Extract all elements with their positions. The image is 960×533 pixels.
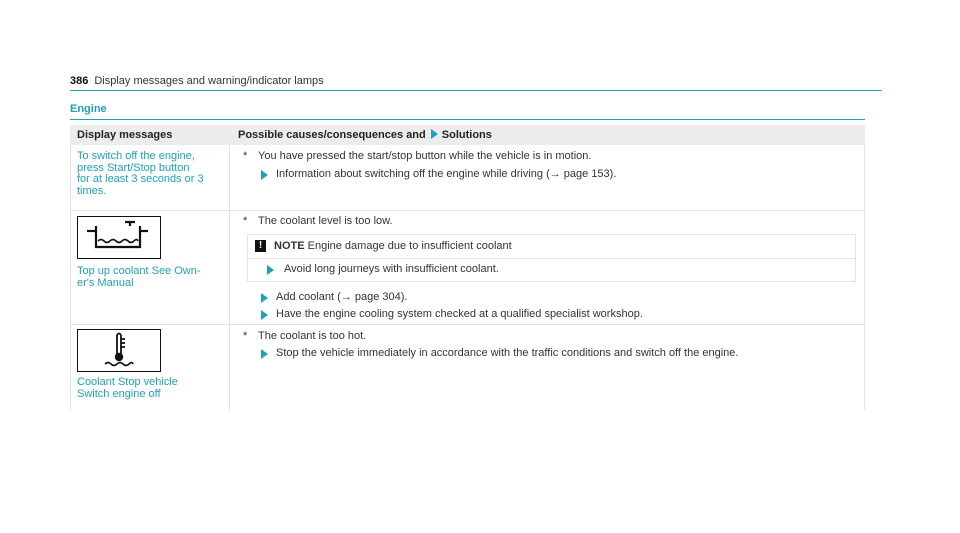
- display-message: [77, 266, 201, 289]
- solution-text: [276, 291, 407, 304]
- solution-arrow-icon: [261, 349, 268, 359]
- solution-arrow-icon: [261, 310, 268, 320]
- message-line: Top up coolant See Own-: [77, 265, 201, 277]
- solution-text: Have the engine cooling system checked at a qualified specialist workshop.: [276, 308, 643, 320]
- message-line: er's Manual: [77, 276, 134, 289]
- note-label: NOTE: [274, 240, 305, 252]
- table-column-divider: [229, 145, 230, 410]
- table-header: [70, 125, 865, 145]
- table-right-border: [864, 145, 865, 410]
- note-text: [274, 240, 512, 253]
- cause-text: The coolant is too hot.: [258, 330, 367, 342]
- message-line: times.: [77, 184, 107, 197]
- note-box: [247, 234, 856, 282]
- display-message: [77, 151, 204, 197]
- col-header-messages: Display messages: [77, 129, 173, 141]
- header-rule: [70, 90, 882, 91]
- page-header: [70, 75, 324, 87]
- page-header-title: Display messages and warning/indicator lamps: [94, 75, 324, 87]
- bullet-star: *: [243, 150, 248, 162]
- solution-text-main: Add coolant (: [276, 291, 341, 303]
- row-divider: [70, 210, 865, 211]
- page-number: 386: [70, 75, 89, 87]
- display-message: [77, 377, 178, 400]
- solution-text: Stop the vehicle immediately in accordance with the traffic conditions and switch off the engine.: [276, 347, 739, 359]
- solution-text-main: Information about switching off the engine while driving (: [276, 168, 550, 180]
- cause-text: You have pressed the start/stop button while the vehicle is in motion.: [258, 150, 592, 162]
- solution-arrow-icon: [261, 293, 268, 303]
- col-header-causes: [238, 129, 492, 141]
- bullet-star: *: [243, 330, 248, 342]
- coolant-temperature-icon: [77, 329, 161, 372]
- section-title: Engine: [70, 103, 107, 115]
- page-reference-link[interactable]: → page 304).: [340, 291, 408, 303]
- solution-text: [276, 168, 616, 181]
- solution-arrow-icon: [267, 265, 274, 275]
- note-header: [248, 235, 855, 259]
- message-line: press Start/Stop button: [77, 161, 190, 174]
- note-message: Engine damage due to insufficient coolant: [307, 240, 512, 252]
- coolant-level-icon: [77, 216, 161, 259]
- row-divider: [70, 324, 865, 325]
- warning-icon: !: [255, 240, 266, 252]
- message-line: Coolant Stop vehicle: [77, 376, 178, 388]
- message-line: for at least 3 seconds or 3: [77, 173, 204, 185]
- message-line: To switch off the engine,: [77, 150, 195, 162]
- col-header-solutions-text: Solutions: [441, 129, 492, 141]
- section-rule: [70, 119, 865, 120]
- solution-arrow-icon: [261, 170, 268, 180]
- solution-arrow-icon: [431, 129, 438, 139]
- table-left-border: [70, 145, 71, 410]
- col-header-causes-text: Possible causes/consequences and: [238, 129, 426, 141]
- cause-text: The coolant level is too low.: [258, 215, 393, 227]
- note-solution: Avoid long journeys with insufficient coolant.: [284, 263, 499, 275]
- message-line: Switch engine off: [77, 387, 161, 400]
- page-reference-link[interactable]: → page 153).: [549, 168, 617, 180]
- bullet-star: *: [243, 215, 248, 227]
